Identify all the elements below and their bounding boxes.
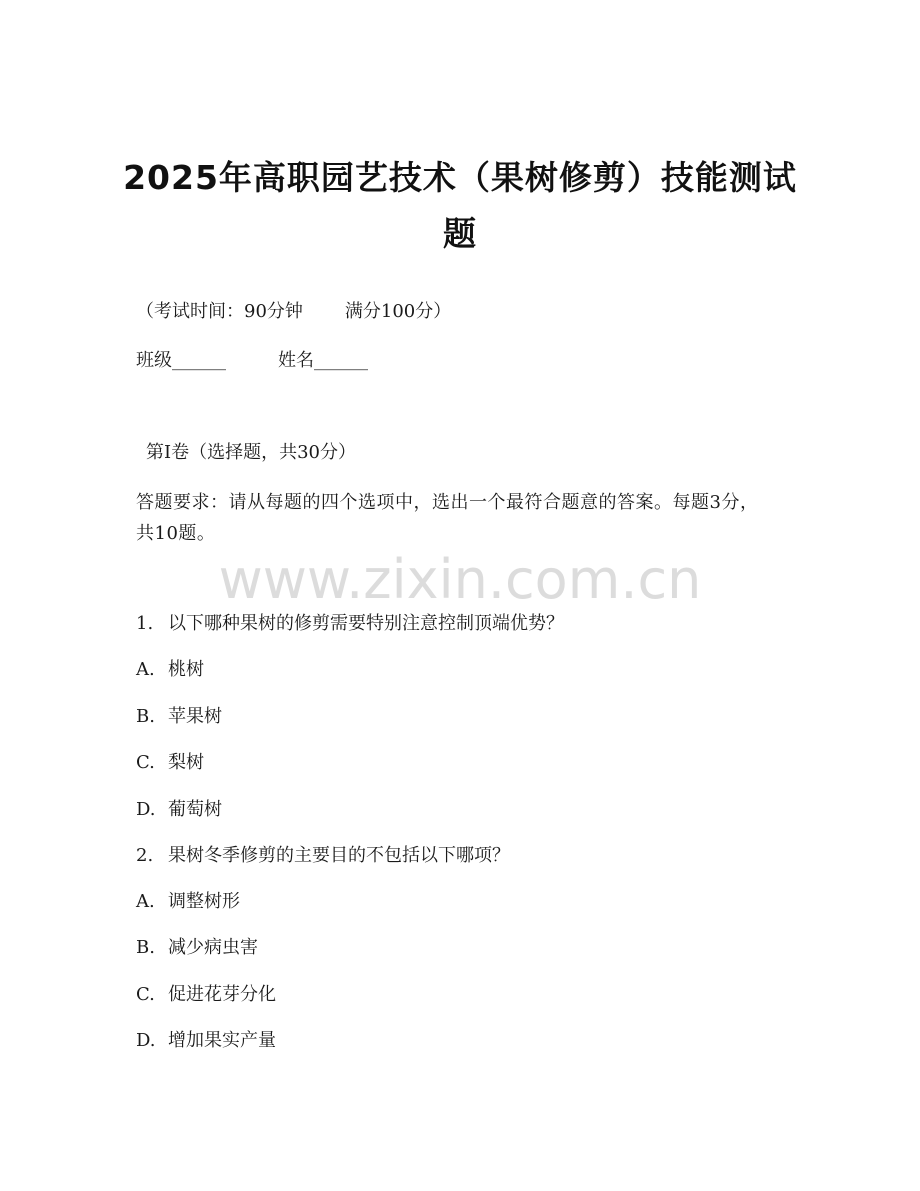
- option-1d: [136, 798, 222, 822]
- option-2a: [136, 890, 240, 914]
- option-1c: [136, 751, 204, 775]
- option-text: 葡萄树: [168, 799, 222, 820]
- question-1: [136, 612, 564, 636]
- option-text: 增加果实产量: [168, 1030, 276, 1051]
- page-title: [120, 150, 800, 262]
- option-text: 桃树: [168, 659, 204, 680]
- option-1a: [136, 658, 204, 682]
- option-text: 苹果树: [168, 706, 222, 727]
- option-text: 促进花芽分化: [168, 984, 276, 1005]
- option-letter: C.: [136, 752, 155, 773]
- option-text: 调整树形: [168, 891, 240, 912]
- question-number: 1.: [136, 613, 154, 634]
- exam-score: 满分100分）: [344, 301, 452, 322]
- exam-info: [136, 300, 451, 324]
- title-line-2: 题: [443, 214, 477, 253]
- option-letter: A.: [136, 891, 155, 912]
- option-text: 梨树: [168, 752, 204, 773]
- option-letter: C.: [136, 984, 155, 1005]
- question-text: 果树冬季修剪的主要目的不包括以下哪项？: [168, 845, 510, 866]
- student-info: [136, 349, 368, 373]
- question-text: 以下哪种果树的修剪需要特别注意控制顶端优势？: [168, 613, 564, 634]
- watermark: www.zixin.com.cn: [218, 548, 702, 611]
- name-field-label: 姓名______: [278, 350, 368, 371]
- option-letter: A.: [136, 659, 155, 680]
- option-letter: B.: [136, 937, 155, 958]
- class-field-label: 班级______: [136, 350, 226, 371]
- option-letter: D.: [136, 799, 156, 820]
- option-2d: [136, 1029, 276, 1053]
- option-letter: D.: [136, 1030, 156, 1051]
- question-2: [136, 844, 510, 868]
- title-line-1: 2025年高职园艺技术（果树修剪）技能测试: [123, 158, 797, 197]
- option-2b: [136, 936, 258, 960]
- option-letter: B.: [136, 706, 155, 727]
- option-1b: [136, 705, 222, 729]
- option-2c: [136, 983, 276, 1007]
- question-number: 2.: [136, 845, 154, 866]
- exam-time: （考试时间：90分钟: [136, 301, 303, 322]
- option-text: 减少病虫害: [168, 937, 258, 958]
- section-title: 第Ⅰ卷（选择题，共30分）: [146, 442, 357, 463]
- instructions: 答题要求：请从每题的四个选项中，选出一个最符合题意的答案。每题3分，共10题。: [136, 492, 759, 544]
